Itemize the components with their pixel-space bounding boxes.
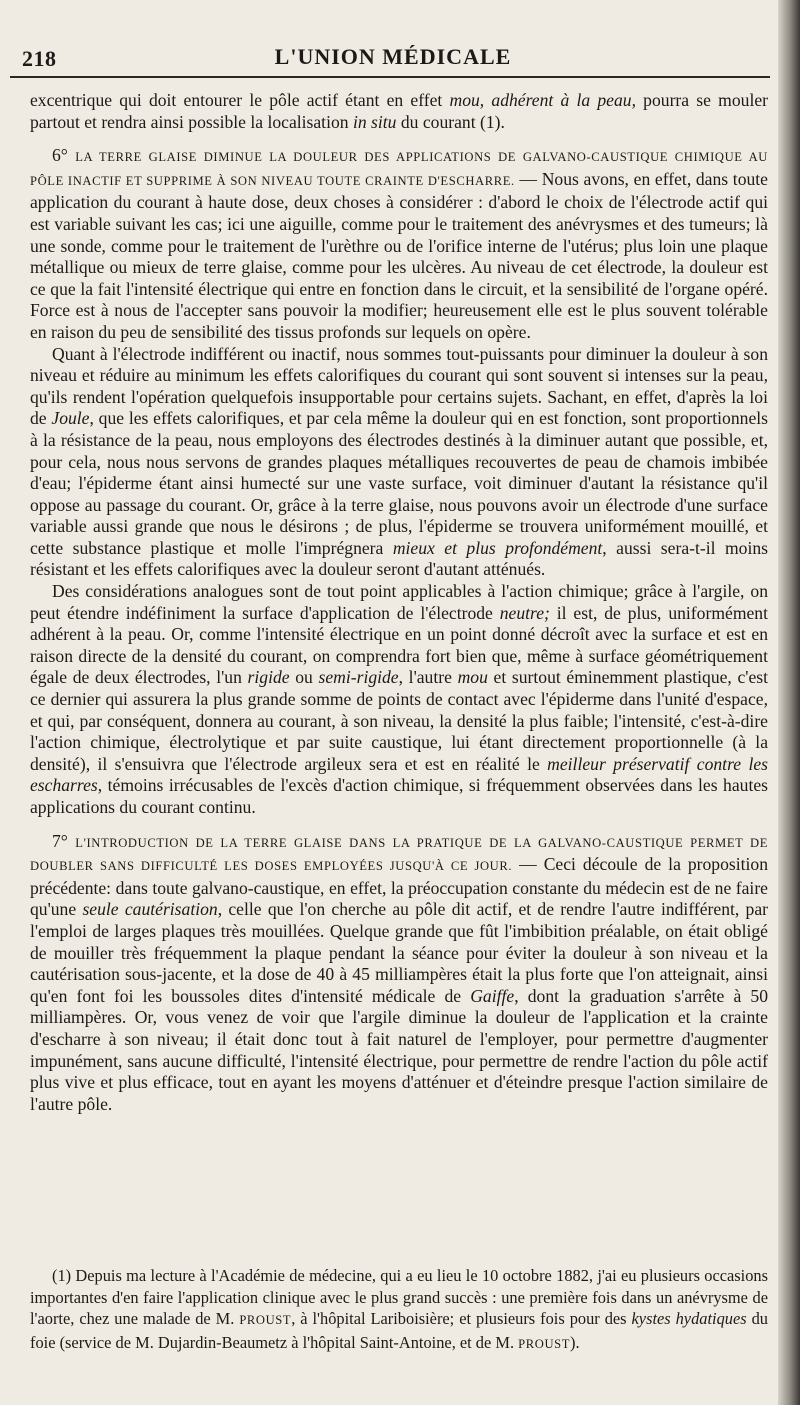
- italic-run: semi-rigide: [318, 667, 399, 688]
- paragraph-electrode-inactif: [30, 344, 768, 582]
- text-run: , témoins irrécusables de l'excès d'action chimique, si fréquemment observées dans les hautes applications du courant continu.: [30, 775, 768, 817]
- italic-run: rigide: [247, 667, 290, 688]
- footnote-paragraph: [30, 1265, 768, 1355]
- page-header: [14, 40, 772, 76]
- text-run: , celle que l'on cherche au pôle dit actif, et de rendre l'autre indifférent, par l'emploi de larges plaques très mouillées. Quelque grande que fût l'imbibition préalable, on était obligé de mouiller très fréquemment la plaque pendant la séance pour éviter la douleur à son niveau et la cautérisation sous-jacente, et la dose de 40 à 45 milliampères était la plus forte que l'on atteignait, ainsi qu'en font foi les boussoles dites d'intensité médicale de: [30, 899, 768, 1006]
- italic-run: Joule: [51, 408, 90, 429]
- text-run: du foie (service de M. Dujardin-Beaumetz à l'hôpital Saint-Antoine, et de M.: [30, 1309, 768, 1352]
- section-7-paragraph: [30, 831, 768, 1116]
- italic-run: mou: [457, 667, 488, 688]
- section-6-paragraph: [30, 145, 768, 343]
- header-rule: [10, 76, 770, 78]
- text-run: ou: [289, 667, 319, 688]
- paragraph-continuation: [30, 90, 768, 133]
- section-number: 7°: [52, 830, 76, 851]
- text-run: — Nous avons, en effet, dans toute application du courant à haute dose, deux choses à considérer : d'abord le choix de l'électrode actif qui est variable suivant les cas; ici une aiguille, comme pour le traitement des anévrysmes et des tumeurs; là une sonde, comme pour le traitement de l'urèthre ou de l'orifice interne de l'utérus; plus loin une plaque métallique ou mieux de terre glaise, comme pour les ulcères. Au niveau de cet électrode, la douleur est ce que la fait l'intensité électrique qui entre en fonction dans le circuit, et la sensibilité de l'organe opéré. Force est à nous de l'accepter sans pouvoir la modifier; heureusement elle est le plus souvent tolérable en raison du peu de sensibilité des tissus profonds sur lequels on opère.: [30, 168, 768, 342]
- page-gutter-shadow: [778, 0, 800, 1405]
- text-run: et surtout éminemment plastique, c'est ce dernier qui assurera la plus grande somme de points de contact avec l'épiderme dans l'unité d'espace, et qui, par conséquent, donnera au courant, à son niveau, la densité la plus faible; l'intensité, c'est-à-dire l'action chimique, électrolytique et par suite caustique, lui étant directement proportionnelle (à la densité), il s'ensuivra que l'électrode argileux sera et est en réalité le: [30, 667, 769, 774]
- text-run: , que les effets calorifiques, et par cela même la douleur qui en est fonction, sont proportionnels à la résistance de la peau, nous employons des électrodes destinés à la diminuer autant que possible, et, pour cela, nous nous servons de grandes plaques métalliques recouvertes de peau de chamois imbibée d'eau; l'épiderme étant ainsi humecté sur une vaste surface, voit diminuer d'autant la résistance qu'il oppose au passage du courant. Or, grâce à la terre glaise, nous pouvons avoir un électrode d'une surface variable aussi grande que nous le désirons ; de plus, l'épiderme se trouvera uniformément mouillé, et cette substance plastique et molle l'imprégnera: [30, 408, 768, 558]
- italic-run: Gaiffe: [470, 985, 515, 1006]
- section-heading: L'INTRODUCTION DE LA TERRE GLAISE DANS LA PRATIQUE DE LA GALVANO-CAUSTIQUE PERMET DE DOUBLER SANS DIFFICULTÉ LES DOSES EMPLOYÉES JUSQU'À CE JOUR.: [30, 835, 769, 874]
- text-run: du courant (1).: [396, 111, 505, 132]
- italic-run: neutre;: [499, 602, 550, 623]
- text-run: ).: [570, 1332, 580, 1352]
- section-heading: LA TERRE GLAISE DIMINUE LA DOULEUR DES APPLICATIONS DE GALVANO-CAUSTIQUE CHIMIQUE AU PÔLE INACTIF ET SUPPRIME À SON NIVEAU TOUTE CRAINTE D'ESCHARRE.: [30, 150, 768, 188]
- text-run: (1) Depuis ma lecture à l'Académie de médecine, qui a eu lieu le 10 octobre 1882, j'ai eu plusieurs occasions importantes d'en faire l'application clinique avec le plus grand succès : une première fois dans un anévrysme de l'aorte, chez une malade de M.: [30, 1266, 768, 1328]
- running-title: L'UNION MÉDICALE: [274, 44, 512, 69]
- text-run: pourra se mouler partout et rendra ainsi possible la localisation: [30, 90, 769, 132]
- paragraph-action-chimique: [30, 581, 768, 819]
- author-name: PROUST: [518, 1336, 571, 1351]
- article-body: [30, 90, 768, 1115]
- text-run: , dont la graduation s'arrête à 50 milliampères. Or, vous venez de voir que l'argile diminue la douleur de l'application et la crainte d'escharre à son niveau; il était donc tout à fait naturel de l'employer, pour permettre d'augmenter impunément, sans aucune difficulté, l'intensité électrique, pour permettre de rendre l'action du pôle actif plus vive et plus efficace, tout en ayant les moyens d'atténuer et d'éteindre presque l'action similaire de l'autre pôle.: [30, 985, 768, 1114]
- text-run: Des considérations analogues sont de tout point applicables à l'action chimique; grâce à l'argile, on peut étendre indéfiniment la surface d'application de l'électrode: [30, 581, 768, 623]
- text-run: — Ceci découle de la proposition précédente: dans toute galvano-caustique, en effet, la préoccupation constante du médecin est de ne faire qu'une: [30, 854, 769, 920]
- text-run: , l'autre: [398, 667, 458, 688]
- text-run: excentrique qui doit entourer le pôle actif étant en effet: [30, 90, 450, 110]
- italic-run: in situ: [352, 111, 397, 132]
- text-run: il est, de plus, uniformément adhérent à la peau. Or, comme l'intensité électrique en un point donné décroît avec la surface et est en raison directe de la densité du courant, on comprendra fort bien que, même à surface géométriquement égale de deux électrodes, l'un: [30, 602, 768, 688]
- page-number: 218: [22, 46, 57, 71]
- section-number: 6°: [52, 145, 76, 166]
- text-run: , à l'hôpital Lariboisière; et plusieurs fois pour des: [291, 1309, 632, 1328]
- author-name: PROUST: [239, 1313, 292, 1327]
- italic-run: mou, adhérent à la peau,: [449, 90, 636, 110]
- italic-run: meilleur préservatif contre les escharres: [30, 753, 768, 796]
- text-run: Quant à l'électrode indifférent ou inactif, nous sommes tout-puissants pour diminuer la douleur à son niveau et réduire au minimum les effets calorifiques du courant qui sont souvent si intenses sur la peau, qu'ils rendent l'opération quelquefois insupportable pour certains sujets. Sachant, en effet, d'après la loi de: [30, 343, 768, 429]
- text-run: , aussi sera-t-il moins résistant et les effets calorifiques avec la douleur seront d'autant atténués.: [30, 537, 768, 580]
- italic-run: kystes hydatiques: [631, 1309, 747, 1328]
- footnote: [30, 1265, 768, 1355]
- italic-run: mieux et plus profondément: [392, 537, 603, 558]
- italic-run: seule cautérisation: [82, 899, 218, 920]
